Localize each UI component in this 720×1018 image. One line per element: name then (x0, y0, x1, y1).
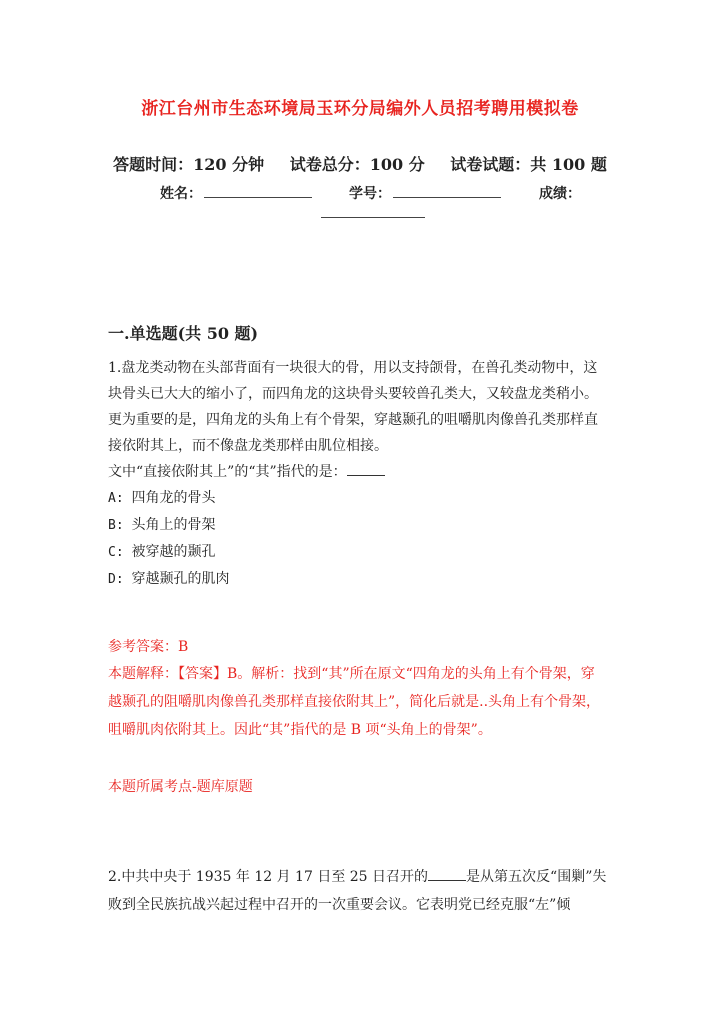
question-1 (108, 355, 608, 593)
option-d-key: D: (108, 572, 124, 587)
score-line-row (319, 205, 425, 222)
option-c (108, 539, 608, 566)
exam-point: 本题所属考点-题库原题 (108, 779, 253, 795)
question-1-stem: 1.盘龙类动物在头部背面有一块很大的骨，用以支持颌骨，在兽孔类动物中，这块骨头已大大的缩小了，而四角龙的这块骨头要较兽孔类大，又较盘龙类稍小。更为重要的是，四角龙的头角上有个骨架，穿越颞孔的咀嚼肌肉像兽孔类那样直接依附其上，而不像盘龙类那样由肌位相接。 (108, 360, 598, 454)
question-2-blank (428, 868, 466, 881)
id-line (393, 185, 501, 198)
document-title: 浙江台州市生态环境局玉环分局编外人员招考聘用模拟卷 (141, 99, 579, 119)
name-line (204, 185, 312, 198)
exam-meta (0, 152, 720, 175)
exam-total-score: 试卷总分：100 分 (289, 155, 425, 174)
score-label: 成绩： (539, 186, 581, 202)
question-1-ask-text: 文中“直接依附其上”的“其”指代的是： (108, 464, 347, 480)
option-b (108, 512, 608, 539)
answer-analysis: 本题解释：【答案】B。解析：找到“其”所在原文“四角龙的头角上有个骨架，穿越颞孔的阻嚼肌肉像兽孔类那样直接依附其上”，简化后就是..头角上有个骨架，咀嚼肌肉依附其上。因此“其”指代的是 B 项“头角上的骨架”。 (108, 666, 601, 738)
option-a-text: 四角龙的骨头 (131, 490, 216, 506)
exam-time: 答题时间：120 分钟 (113, 155, 265, 174)
name-field (160, 183, 312, 203)
reference-answer: 参考答案：B (108, 639, 189, 655)
answer-blank (347, 463, 385, 476)
option-c-text: 被穿越的颞孔 (131, 544, 216, 560)
option-d-text: 穿越颞孔的肌肉 (131, 571, 230, 587)
score-line (321, 205, 425, 218)
name-label: 姓名： (160, 186, 202, 202)
section-title: 一.单选题(共 50 题) (108, 324, 259, 343)
question-1-ask (108, 459, 608, 485)
option-a (108, 485, 608, 512)
question-2 (108, 863, 608, 919)
option-c-key: C: (108, 545, 124, 560)
question-2-stem-before: 2.中共中央于 1935 年 12 月 17 日至 25 日召开的 (108, 869, 429, 885)
option-b-key: B: (108, 518, 124, 533)
exam-total-questions: 试卷试题：共 100 题 (450, 155, 607, 174)
question-2-stem-after: 是从第五次反“围剿”失败到全民族抗战兴起过程中召开的一次重要会议。它表明党已经克服“左”倾 (108, 869, 607, 913)
option-a-key: A: (108, 491, 124, 506)
option-d (108, 566, 608, 593)
score-field (539, 183, 581, 203)
option-b-text: 头角上的骨架 (131, 517, 216, 533)
id-field (349, 183, 501, 203)
id-label: 学号： (349, 186, 391, 202)
